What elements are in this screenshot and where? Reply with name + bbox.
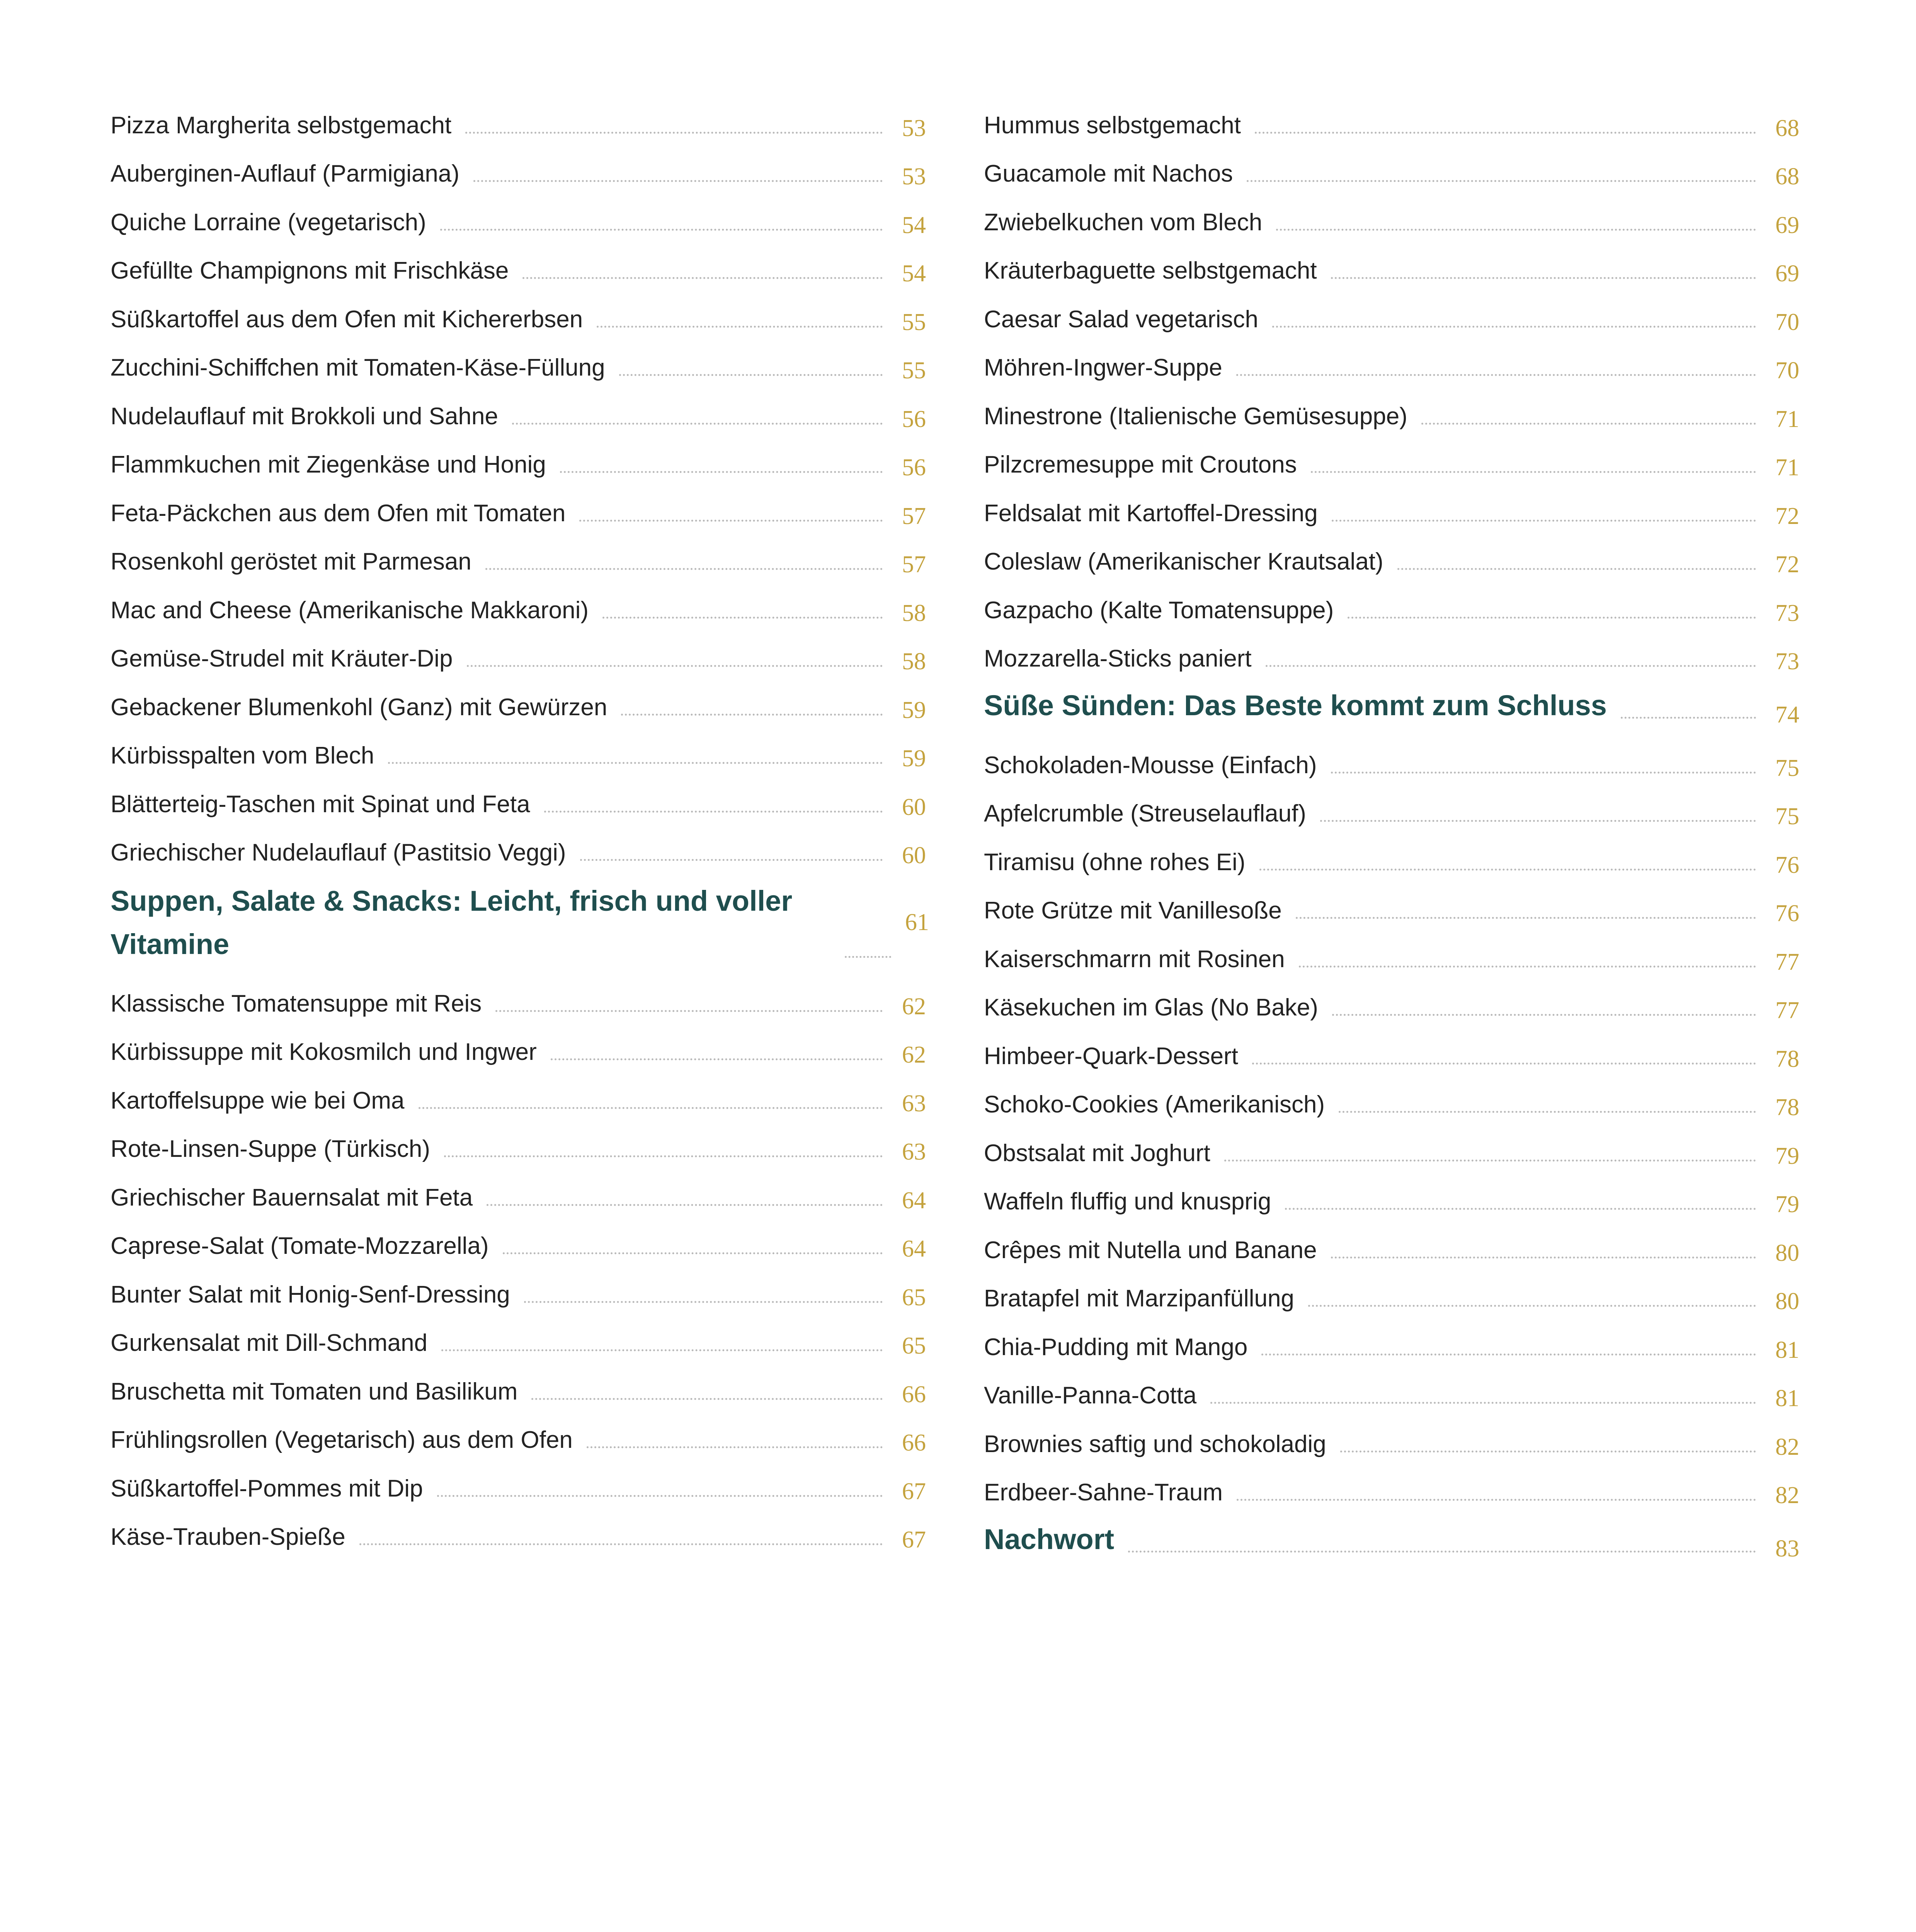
toc-entry-title: Gurkensalat mit Dill-Schmand <box>111 1330 428 1356</box>
toc-entry-title: Obstsalat mit Joghurt <box>984 1139 1210 1167</box>
toc-entry-page-number: 66 <box>902 1430 926 1456</box>
leader-dots <box>1128 1551 1756 1553</box>
toc-entry[interactable] <box>984 484 1799 532</box>
toc-entry-page-number: 68 <box>1775 115 1799 141</box>
leader-dots <box>1331 277 1756 279</box>
toc-entry-title: Zwiebelkuchen vom Blech <box>984 209 1263 236</box>
toc-entry-page-number: 54 <box>902 212 926 238</box>
toc-entry-page-number: 71 <box>1775 454 1799 481</box>
toc-entry-title: Gazpacho (Kalte Tomatensuppe) <box>984 597 1334 624</box>
toc-entry[interactable] <box>984 338 1799 387</box>
toc-entry-page-number: 60 <box>902 842 926 869</box>
toc-entry[interactable] <box>111 193 926 242</box>
toc-entry[interactable] <box>984 978 1799 1027</box>
toc-entry[interactable] <box>984 1221 1799 1269</box>
toc-entry-title: Klassische Tomatensuppe mit Reis <box>111 990 482 1017</box>
toc-entry[interactable] <box>984 1027 1799 1075</box>
toc-entry-page-number: 76 <box>1775 852 1799 878</box>
leader-dots <box>444 1155 883 1157</box>
toc-entry-page-number: 81 <box>1775 1337 1799 1363</box>
toc-entry-title: Gemüse-Strudel mit Kräuter-Dip <box>111 645 453 672</box>
leader-dots <box>1237 1499 1756 1501</box>
leader-dots <box>440 229 883 231</box>
toc-entry[interactable] <box>111 775 926 823</box>
toc-entry-page-number: 77 <box>1775 949 1799 975</box>
toc-entry-page-number: 73 <box>1775 648 1799 675</box>
leader-dots <box>1311 471 1756 473</box>
toc-entry[interactable] <box>111 1508 926 1556</box>
leader-dots <box>1259 869 1756 871</box>
toc-entry-title: Caprese-Salat (Tomate-Mozzarella) <box>111 1233 489 1259</box>
toc-entry-page-number: 57 <box>902 503 926 529</box>
toc-entry[interactable] <box>111 1314 926 1362</box>
toc-entry[interactable] <box>111 1120 926 1168</box>
leader-dots <box>1397 568 1756 570</box>
toc-entry-page-number: 58 <box>902 600 926 626</box>
toc-entry-page-number: 80 <box>1775 1240 1799 1266</box>
toc-entry-page-number: 70 <box>1775 357 1799 384</box>
toc-entry-title: Auberginen-Auflauf (Parmigiana) <box>111 160 459 187</box>
toc-entry-title: Bunter Salat mit Honig-Senf-Dressing <box>111 1281 510 1308</box>
leader-dots <box>1261 1354 1756 1355</box>
toc-entry-page-number: 59 <box>902 745 926 772</box>
toc-section-heading-epilogue[interactable] <box>984 1512 1799 1570</box>
toc-entry-page-number: 66 <box>902 1381 926 1408</box>
toc-entry-page-number: 64 <box>902 1187 926 1214</box>
toc-entry-page-number: 81 <box>1775 1385 1799 1412</box>
toc-entry-title: Kürbisspalten vom Blech <box>111 742 374 769</box>
toc-entry[interactable] <box>111 96 926 145</box>
toc-entry-title: Mozzarella-Sticks paniert <box>984 645 1252 672</box>
toc-entry-title: Kartoffelsuppe wie bei Oma <box>111 1087 405 1114</box>
toc-entry[interactable] <box>111 1217 926 1265</box>
leader-dots <box>487 1204 883 1206</box>
toc-entry-page-number: 75 <box>1775 803 1799 830</box>
leader-dots <box>1308 1305 1756 1307</box>
leader-dots <box>437 1495 883 1497</box>
toc-entry[interactable] <box>984 242 1799 290</box>
toc-entry-title: Rosenkohl geröstet mit Parmesan <box>111 548 471 575</box>
leader-dots <box>845 956 891 958</box>
toc-entry[interactable] <box>111 629 926 678</box>
toc-entry-page-number: 63 <box>902 1090 926 1117</box>
toc-entry-page-number: 79 <box>1775 1143 1799 1169</box>
toc-entry-page-number: 55 <box>902 309 926 335</box>
toc-entry[interactable] <box>111 974 926 1023</box>
leader-dots <box>522 277 883 279</box>
toc-entry-title: Pilzcremesuppe mit Croutons <box>984 451 1297 478</box>
toc-entry-title: Tiramisu (ohne rohes Ei) <box>984 849 1246 876</box>
leader-dots <box>485 568 883 570</box>
toc-entry[interactable] <box>111 435 926 484</box>
toc-entry-title: Nudelauflauf mit Brokkoli und Sahne <box>111 403 498 430</box>
toc-section-heading-sweets[interactable] <box>984 678 1799 736</box>
toc-column-left <box>111 96 929 1556</box>
toc-entry-page-number: 70 <box>1775 309 1799 335</box>
toc-entry[interactable] <box>984 532 1799 581</box>
toc-entry[interactable] <box>984 1415 1799 1463</box>
toc-entry-title: Käsekuchen im Glas (No Bake) <box>984 994 1318 1021</box>
toc-entry-title: Himbeer-Quark-Dessert <box>984 1043 1239 1070</box>
toc-list-sweets <box>984 736 1799 1512</box>
toc-entry-title: Pizza Margherita selbstgemacht <box>111 112 452 139</box>
leader-dots <box>1276 229 1756 231</box>
toc-entry-title: Brownies saftig und schokoladig <box>984 1430 1326 1458</box>
toc-entry[interactable] <box>984 1318 1799 1366</box>
leader-dots <box>544 811 883 813</box>
toc-entry-title: Frühlingsrollen (Vegetarisch) aus dem Ofen <box>111 1427 573 1453</box>
toc-entry-page-number: 69 <box>1775 260 1799 287</box>
toc-entry-title: Kaiserschmarrn mit Rosinen <box>984 946 1285 973</box>
toc-entry[interactable] <box>984 290 1799 338</box>
toc-entry[interactable] <box>111 1362 926 1411</box>
toc-entry[interactable] <box>984 193 1799 242</box>
leader-dots <box>551 1058 883 1060</box>
toc-entry-page-number: 78 <box>1775 1094 1799 1121</box>
leader-dots <box>524 1301 883 1303</box>
toc-entry-title: Flammkuchen mit Ziegenkäse und Honig <box>111 451 546 478</box>
leader-dots <box>1296 917 1756 919</box>
toc-entry-page-number: 57 <box>902 551 926 578</box>
toc-entry-page-number: 56 <box>902 454 926 481</box>
toc-entry-title: Möhren-Ingwer-Suppe <box>984 354 1222 381</box>
toc-entry-title: Blätterteig-Taschen mit Spinat und Feta <box>111 791 530 818</box>
leader-dots <box>1339 1111 1756 1113</box>
toc-entry-title: Gefüllte Champignons mit Frischkäse <box>111 257 509 284</box>
toc-entry-title: Schoko-Cookies (Amerikanisch) <box>984 1091 1325 1118</box>
section-page-number: 74 <box>1775 702 1799 728</box>
toc-entry[interactable] <box>984 1269 1799 1318</box>
toc-entry[interactable] <box>984 629 1799 678</box>
toc-entry-title: Kürbissuppe mit Kokosmilch und Ingwer <box>111 1039 537 1065</box>
toc-entry-page-number: 62 <box>902 993 926 1020</box>
toc-entry[interactable] <box>111 1265 926 1314</box>
leader-dots <box>587 1446 883 1448</box>
toc-entry[interactable] <box>984 1075 1799 1124</box>
leader-dots <box>1331 772 1756 774</box>
leader-dots <box>1252 1063 1756 1065</box>
toc-entry-title: Guacamole mit Nachos <box>984 160 1233 187</box>
toc-entry-title: Waffeln fluffig und knusprig <box>984 1188 1271 1215</box>
toc-entry-page-number: 54 <box>902 260 926 287</box>
section-title: Süße Sünden: Das Beste kommt zum Schluss <box>984 689 1607 721</box>
toc-entry-title: Griechischer Nudelauflauf (Pastitsio Veggi) <box>111 839 566 866</box>
section-page-number: 83 <box>1775 1536 1799 1562</box>
toc-entry-title: Käse-Trauben-Spieße <box>111 1524 345 1550</box>
toc-entry-page-number: 76 <box>1775 900 1799 927</box>
leader-dots <box>473 180 883 182</box>
toc-entry-page-number: 65 <box>902 1284 926 1311</box>
toc-entry[interactable] <box>111 1071 926 1120</box>
leader-dots <box>1299 966 1756 968</box>
toc-entry-title: Minestrone (Italienische Gemüsesuppe) <box>984 403 1407 430</box>
section-title: Suppen, Salate & Snacks: Leicht, frisch und voller Vitamine <box>111 884 793 960</box>
leader-dots <box>579 520 883 522</box>
section-page-number: 61 <box>905 909 929 935</box>
toc-entry[interactable] <box>111 823 926 872</box>
toc-entry-title: Chia-Pudding mit Mango <box>984 1333 1248 1361</box>
toc-entry[interactable] <box>111 581 926 629</box>
toc-entry[interactable] <box>111 1023 926 1071</box>
toc-entry-page-number: 64 <box>902 1236 926 1262</box>
toc-entry-page-number: 60 <box>902 794 926 820</box>
toc-entry[interactable] <box>111 387 926 435</box>
leader-dots <box>512 423 883 425</box>
toc-entry-page-number: 79 <box>1775 1191 1799 1218</box>
toc-entry-title: Bratapfel mit Marzipanfüllung <box>984 1285 1294 1312</box>
leader-dots <box>1348 617 1756 619</box>
toc-entry-page-number: 62 <box>902 1042 926 1068</box>
toc-list-snacks <box>984 96 1799 678</box>
leader-dots <box>441 1349 883 1351</box>
toc-entry-page-number: 78 <box>1775 1046 1799 1072</box>
leader-dots <box>560 471 883 473</box>
toc-entry[interactable] <box>111 678 926 726</box>
toc-entry-title: Erdbeer-Sahne-Traum <box>984 1479 1223 1506</box>
toc-entry-title: Quiche Lorraine (vegetarisch) <box>111 209 426 236</box>
toc-entry-page-number: 73 <box>1775 600 1799 626</box>
leader-dots <box>1285 1208 1756 1210</box>
toc-entry[interactable] <box>111 1459 926 1508</box>
leader-dots <box>1340 1451 1756 1452</box>
toc-entry[interactable] <box>984 1172 1799 1221</box>
leader-dots <box>1247 180 1756 182</box>
toc-entry-page-number: 71 <box>1775 406 1799 432</box>
toc-entry-page-number: 72 <box>1775 551 1799 578</box>
toc-entry-title: Caesar Salad vegetarisch <box>984 306 1258 333</box>
toc-entry-title: Rote-Linsen-Suppe (Türkisch) <box>111 1136 431 1162</box>
toc-entry-page-number: 75 <box>1775 755 1799 781</box>
toc-entry-page-number: 82 <box>1775 1482 1799 1509</box>
toc-entry-title: Vanille-Panna-Cotta <box>984 1382 1197 1409</box>
toc-entry[interactable] <box>111 726 926 775</box>
toc-entry-title: Feta-Päckchen aus dem Ofen mit Tomaten <box>111 500 566 527</box>
toc-entry[interactable] <box>984 784 1799 833</box>
toc-entry-title: Kräuterbaguette selbstgemacht <box>984 257 1317 284</box>
toc-entry[interactable] <box>111 484 926 532</box>
leader-dots <box>1332 520 1756 522</box>
leader-dots <box>580 859 883 861</box>
leader-dots <box>388 762 883 764</box>
toc-entry-page-number: 67 <box>902 1478 926 1505</box>
toc-entry-title: Mac and Cheese (Amerikanische Makkaroni) <box>111 597 589 624</box>
leader-dots <box>1332 1014 1756 1016</box>
toc-entry-page-number: 69 <box>1775 212 1799 238</box>
leader-dots <box>619 374 883 376</box>
toc-entry[interactable] <box>984 96 1799 145</box>
toc-entry[interactable] <box>984 145 1799 193</box>
toc-entry-page-number: 65 <box>902 1333 926 1359</box>
toc-entry[interactable] <box>111 145 926 193</box>
toc-entry-title: Hummus selbstgemacht <box>984 112 1241 139</box>
toc-entry-page-number: 77 <box>1775 997 1799 1024</box>
toc-entry-title: Süßkartoffel aus dem Ofen mit Kichererbsen <box>111 306 583 333</box>
toc-list-mains <box>111 96 926 872</box>
toc-entry[interactable] <box>984 1124 1799 1172</box>
toc-entry-title: Crêpes mit Nutella und Banane <box>984 1236 1317 1264</box>
toc-entry-page-number: 63 <box>902 1139 926 1165</box>
leader-dots <box>1266 665 1756 667</box>
leader-dots <box>1331 1257 1756 1259</box>
toc-entry-title: Rote Grütze mit Vanillesoße <box>984 897 1282 924</box>
toc-entry-title: Schokoladen-Mousse (Einfach) <box>984 752 1317 779</box>
toc-entry-title: Süßkartoffel-Pommes mit Dip <box>111 1475 423 1502</box>
leader-dots <box>1210 1402 1756 1404</box>
leader-dots <box>1421 423 1756 425</box>
toc-entry[interactable] <box>111 242 926 290</box>
toc-entry-title: Gebackener Blumenkohl (Ganz) mit Gewürzen <box>111 694 607 721</box>
toc-entry-page-number: 67 <box>902 1527 926 1553</box>
toc-entry[interactable] <box>111 338 926 387</box>
toc-entry[interactable] <box>984 833 1799 881</box>
toc-entry-page-number: 53 <box>902 115 926 141</box>
toc-entry-title: Apfelcrumble (Streuselauflauf) <box>984 800 1306 827</box>
leader-dots <box>359 1543 883 1545</box>
toc-entry-page-number: 82 <box>1775 1434 1799 1460</box>
leader-dots <box>503 1252 883 1254</box>
toc-entry[interactable] <box>984 736 1799 784</box>
toc-entry[interactable] <box>984 387 1799 435</box>
toc-column-right <box>984 96 1799 1570</box>
toc-entry[interactable] <box>984 1366 1799 1415</box>
leader-dots <box>621 714 883 716</box>
toc-entry-title: Griechischer Bauernsalat mit Feta <box>111 1184 473 1211</box>
toc-entry[interactable] <box>111 1411 926 1459</box>
leader-dots <box>1224 1160 1756 1162</box>
toc-entry-title: Bruschetta mit Tomaten und Basilikum <box>111 1378 518 1405</box>
leader-dots <box>1320 820 1756 822</box>
toc-entry-page-number: 56 <box>902 406 926 432</box>
leader-dots <box>602 617 883 619</box>
toc-entry-title: Coleslaw (Amerikanischer Krautsalat) <box>984 548 1383 575</box>
toc-entry-page-number: 72 <box>1775 503 1799 529</box>
toc-entry[interactable] <box>111 290 926 338</box>
leader-dots <box>1236 374 1756 376</box>
toc-entry[interactable] <box>984 1463 1799 1512</box>
toc-list-soups <box>111 974 926 1556</box>
leader-dots <box>467 665 883 667</box>
toc-entry-page-number: 59 <box>902 697 926 723</box>
leader-dots <box>419 1107 883 1109</box>
toc-entry-title: Feldsalat mit Kartoffel-Dressing <box>984 500 1318 527</box>
leader-dots <box>597 326 883 328</box>
leader-dots <box>1272 326 1756 328</box>
toc-entry[interactable] <box>111 532 926 581</box>
section-title: Nachwort <box>984 1523 1115 1555</box>
toc-entry[interactable] <box>984 581 1799 629</box>
leader-dots <box>1255 132 1756 134</box>
leader-dots <box>465 132 883 134</box>
toc-section-heading-soups[interactable] <box>111 872 929 974</box>
toc-entry-page-number: 53 <box>902 163 926 190</box>
toc-entry-page-number: 58 <box>902 648 926 675</box>
toc-entry-page-number: 68 <box>1775 163 1799 190</box>
toc-entry[interactable] <box>111 1168 926 1217</box>
leader-dots <box>1621 717 1756 719</box>
toc-entry[interactable] <box>984 930 1799 978</box>
toc-entry-page-number: 80 <box>1775 1288 1799 1315</box>
toc-entry-title: Zucchini-Schiffchen mit Tomaten-Käse-Füllung <box>111 354 605 381</box>
toc-entry[interactable] <box>984 435 1799 484</box>
leader-dots <box>495 1010 883 1012</box>
toc-entry[interactable] <box>984 881 1799 930</box>
leader-dots <box>531 1398 883 1400</box>
toc-entry-page-number: 55 <box>902 357 926 384</box>
